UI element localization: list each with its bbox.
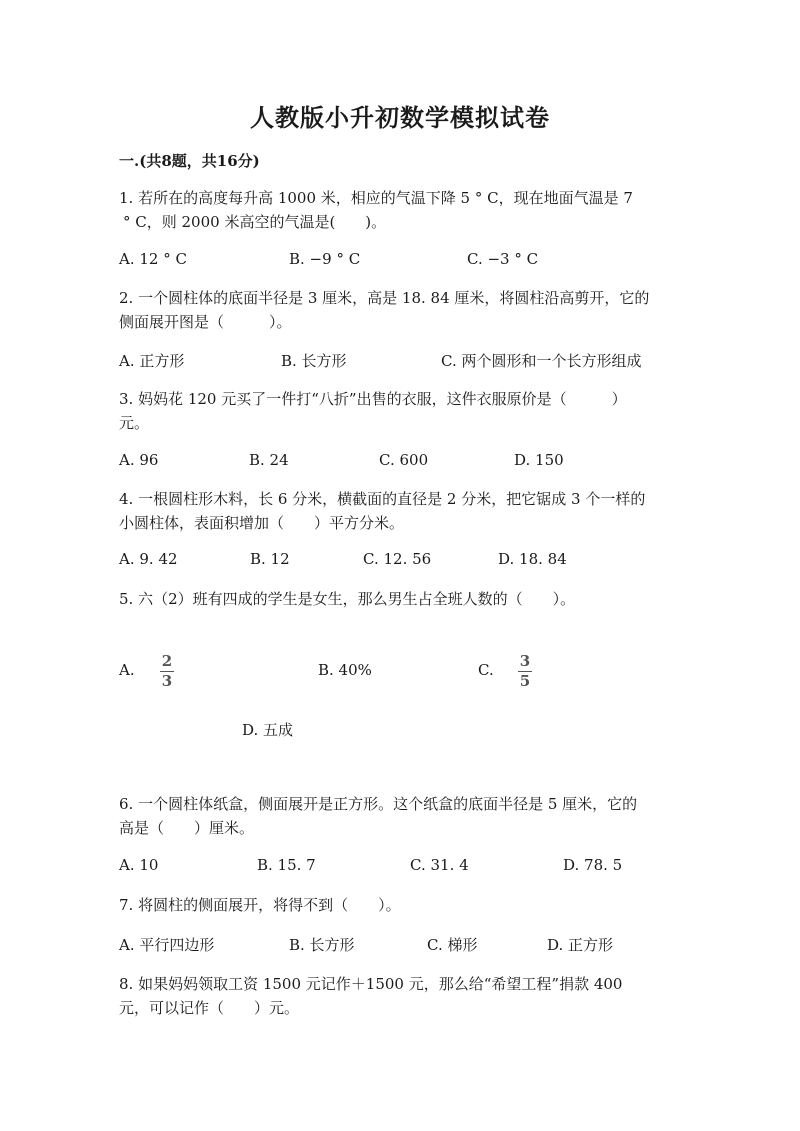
question-3-option-c[interactable]: C. 600 [379, 451, 429, 469]
question-6-line-2: 高是（ ）厘米。 [119, 819, 255, 837]
question-6-option-d[interactable]: D. 78. 5 [563, 856, 623, 874]
question-2-option-a[interactable]: A. 正方形 [119, 352, 185, 370]
question-8-line-1: 8. 如果妈妈领取工资 1500 元记作＋1500 元，那么给“希望工程”捐款 400 [119, 975, 623, 993]
question-5-option-a[interactable]: A. [119, 661, 135, 679]
fraction-denominator: 5 [519, 672, 531, 690]
question-6-stem [119, 792, 679, 840]
question-3-line-2: 元。 [119, 414, 150, 432]
question-7-option-b[interactable]: B. 长方形 [289, 936, 355, 954]
question-7-stem [119, 893, 679, 917]
question-1-option-a[interactable]: A. 12 ° C [119, 250, 187, 268]
question-6-option-c[interactable]: C. 31. 4 [410, 856, 469, 874]
question-7-option-c[interactable]: C. 梯形 [427, 936, 478, 954]
question-4-stem [119, 487, 679, 535]
question-1-line-1: 1. 若所在的高度每升高 1000 米，相应的气温下降 5 ° C，现在地面气温是 7 [119, 189, 633, 207]
page-title: 人教版小升初数学模拟试卷 [250, 103, 550, 132]
fraction-denominator: 3 [161, 672, 173, 690]
question-3-option-d[interactable]: D. 150 [514, 451, 564, 469]
question-8-stem [119, 972, 679, 1020]
question-5-stem [119, 587, 679, 611]
question-1-stem [119, 186, 679, 234]
fraction-numerator: 2 [161, 652, 173, 670]
question-2-line-2: 侧面展开图是（ ）。 [119, 313, 292, 331]
question-6-option-a[interactable]: A. 10 [119, 856, 159, 874]
question-4-line-1: 4. 一根圆柱形木料，长 6 分米，横截面的直径是 2 分米，把它锯成 3 个一样的 [119, 490, 646, 508]
question-4-option-d[interactable]: D. 18. 84 [498, 550, 567, 568]
fraction-numerator: 3 [519, 652, 531, 670]
fraction-two-thirds [160, 654, 174, 689]
question-3-option-b[interactable]: B. 24 [249, 451, 289, 469]
question-3-stem [119, 387, 679, 435]
question-4-option-a[interactable]: A. 9. 42 [119, 550, 178, 568]
question-1-option-c[interactable]: C. −3 ° C [467, 250, 539, 268]
question-3-option-a[interactable]: A. 96 [119, 451, 159, 469]
section-heading: 一.(共8题，共16分) [119, 152, 260, 170]
question-5-option-d[interactable]: D. 五成 [242, 721, 294, 739]
question-4-option-c[interactable]: C. 12. 56 [363, 550, 432, 568]
question-4-option-b[interactable]: B. 12 [250, 550, 290, 568]
question-2-option-b[interactable]: B. 长方形 [281, 352, 347, 370]
question-5-option-b[interactable]: B. 40% [318, 661, 372, 679]
question-6-option-b[interactable]: B. 15. 7 [257, 856, 316, 874]
question-5-line-1: 5. 六（2）班有四成的学生是女生，那么男生占全班人数的（ ）。 [119, 590, 576, 608]
question-7-option-d[interactable]: D. 正方形 [547, 936, 614, 954]
question-7-line-1: 7. 将圆柱的侧面展开，将得不到（ ）。 [119, 896, 401, 914]
question-7-option-a[interactable]: A. 平行四边形 [119, 936, 215, 954]
question-3-line-1: 3. 妈妈花 120 元买了一件打“八折”出售的衣服，这件衣服原价是（ ） [119, 390, 627, 408]
question-1-line-2: ° C，则 2000 米高空的气温是( )。 [123, 213, 387, 231]
question-8-line-2: 元，可以记作（ ）元。 [119, 999, 300, 1017]
question-2-line-1: 2. 一个圆柱体的底面半径是 3 厘米，高是 18. 84 厘米，将圆柱沿高剪开，它的 [119, 289, 650, 307]
question-2-option-c[interactable]: C. 两个圆形和一个长方形组成 [441, 352, 642, 370]
question-4-line-2: 小圆柱体，表面积增加（ ）平方分米。 [119, 514, 405, 532]
fraction-three-fifths [518, 654, 532, 689]
question-2-stem [119, 286, 679, 334]
question-5-option-c[interactable]: C. [478, 661, 494, 679]
question-6-line-1: 6. 一个圆柱体纸盒，侧面展开是正方形。这个纸盒的底面半径是 5 厘米，它的 [119, 795, 638, 813]
question-1-option-b[interactable]: B. −9 ° C [289, 250, 361, 268]
